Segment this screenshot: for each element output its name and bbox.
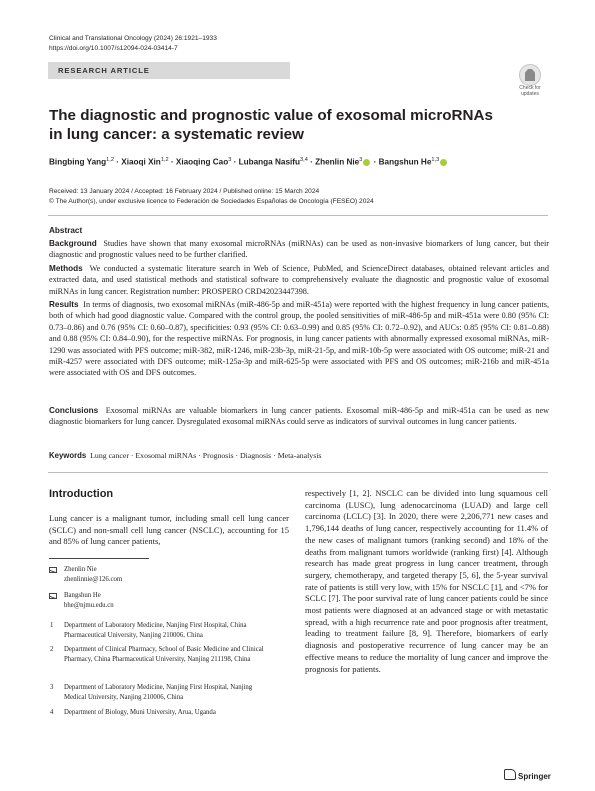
publication-history bbox=[49, 187, 374, 206]
envelope-icon bbox=[49, 593, 57, 599]
orcid-icon[interactable] bbox=[440, 159, 447, 166]
copyright-line: © The Author(s), under exclusive licence to Federación de Sociedades Españolas de Oncología (FESEO) 2024 bbox=[49, 197, 374, 205]
author-name[interactable]: Bangshun He bbox=[378, 157, 432, 167]
author-affiliation: 1,3 bbox=[431, 157, 440, 163]
author-affiliation: 3 bbox=[359, 157, 363, 163]
abstract-bottom-rule bbox=[48, 472, 548, 473]
author-name[interactable]: Xiaoqing Cao bbox=[175, 157, 229, 167]
affiliation-number: 4 bbox=[50, 709, 54, 716]
abstract-background bbox=[49, 238, 549, 261]
affiliation-text: Department of Laboratory Medicine, Nanjing First Hospital, Nanjing Medical University, Nanjing 210006, China bbox=[64, 684, 253, 701]
correspondence-name: Bangshun He bbox=[64, 592, 101, 599]
affiliation-text: Department of Biology, Muni University, Arua, Uganda bbox=[64, 709, 216, 716]
affiliation-text: Department of Laboratory Medicine, Nanjing First Hospital, China Pharmaceutical University, Nanjing 210006, China bbox=[64, 622, 247, 639]
author-name[interactable]: Xiaoqi Xin bbox=[121, 157, 161, 167]
abstract-methods bbox=[49, 263, 549, 297]
journal-citation: Clinical and Translational Oncology (2024) 26:1921–1933 bbox=[49, 35, 217, 42]
correspondence-email[interactable]: zhenlinnie@126.com bbox=[64, 575, 123, 583]
affiliation-1 bbox=[50, 621, 274, 640]
abstract-results bbox=[49, 299, 549, 379]
results-label: Results bbox=[49, 300, 79, 309]
abstract-top-rule bbox=[48, 215, 548, 216]
author-affiliation: 1,2 bbox=[106, 157, 114, 163]
doi-link[interactable]: https://doi.org/10.1007/s12094-024-03414-7 bbox=[49, 44, 178, 52]
check-updates-badge-icon bbox=[519, 64, 541, 86]
author-name[interactable]: Lubanga Nasifu bbox=[238, 157, 301, 167]
footnote-rule bbox=[49, 558, 149, 559]
orcid-icon[interactable] bbox=[363, 159, 370, 166]
affiliation-2 bbox=[50, 645, 274, 664]
envelope-icon bbox=[49, 567, 57, 573]
check-for-updates-icon[interactable] bbox=[514, 64, 546, 100]
abstract-conclusions bbox=[49, 405, 549, 428]
article-type-label: RESEARCH ARTICLE bbox=[58, 66, 150, 75]
keywords-label: Keywords bbox=[49, 451, 87, 460]
journal-header bbox=[49, 34, 217, 53]
author-name[interactable]: Bingbing Yang bbox=[49, 157, 107, 167]
keywords-line bbox=[49, 451, 549, 460]
springer-horse-icon bbox=[504, 769, 516, 780]
author-list: Bingbing Yang$^{1,2}$ · Xiaoqi Xin$^{1,2}$ · Xiaoqing Cao$^3$ · Lubanga Nasifu$^{3,4}$ · Zhenlin Nie$^3$ · Bangshun He$^{1,3}$ bbox=[49, 157, 549, 167]
methods-label: Methods bbox=[49, 264, 83, 273]
publisher-name: Springer bbox=[518, 772, 551, 781]
intro-left-paragraph: Lung cancer is a malignant tumor, including small cell lung cancer (SCLC) and non-small cell lung cancer (NSCLC), accounting for 15 and 85% of lung cancer patients, bbox=[49, 513, 289, 547]
publisher-logo bbox=[504, 769, 551, 781]
affiliation-number: 3 bbox=[50, 684, 54, 691]
conclusions-label: Conclusions bbox=[49, 406, 99, 415]
section-heading-introduction: Introduction bbox=[49, 488, 114, 500]
paper-title: The diagnostic and prognostic value of exosomal microRNAs in lung cancer: a systematic review bbox=[49, 107, 493, 143]
correspondence-1 bbox=[64, 565, 274, 584]
results-text: In terms of diagnosis, two exosomal miRNAs (miR-486-5p and miR-451a) were reported with the highest frequency in lung cancer patients, both of which had good diagnostic value. Compared with the control group, the pooled sensitivities of miR-486-5p and miR-451a were 0.80 (95% CI: 0.73–0.86) and 0.76 (95% CI: 0.60–0.87), specificities: 0.93 (95% CI: 0.63–0.99) and 0.85 (95% CI: 0.72–0.92), and AUCs: 0.85 (95% CI: 0.81–0.88) and 0.88 (95% CI: 0.84–0.90), for the respective miRNAs. For prognosis, in lung cancer patients with abnormally expressed exosomal miRNAs, miR-1290 was associated with PFS outcome; miR-382, miR-1246, miR-23b-3p, miR-21-5p, and miR-10b-5p were associated with OS outcome; miR-21 and miR-4257 were associated with DFS outcome; miR-125a-3p and miR-625-5p were associated with PFS and OS outcomes; miR-216b and miR-451a were associated with OS and DFS outcomes. bbox=[49, 300, 549, 378]
affiliation-number: 1 bbox=[50, 622, 54, 629]
author-affiliation: 1,2 bbox=[160, 157, 169, 163]
author-affiliation: 3 bbox=[228, 157, 232, 163]
background-label: Background bbox=[49, 239, 97, 248]
author-name[interactable]: Zhenlin Nie bbox=[315, 157, 360, 167]
dates-line: Received: 13 January 2024 / Accepted: 16 February 2024 / Published online: 15 March 2024 bbox=[49, 188, 320, 195]
background-text: Studies have shown that many exosomal microRNAs (miRNAs) can be used as non-invasive biomarkers of lung cancer, but their diagnostic and prognostic values need to be further clarified. bbox=[49, 239, 549, 260]
keywords-text: Lung cancer · Exosomal miRNAs · Prognosis · Diagnosis · Meta-analysis bbox=[90, 451, 322, 460]
correspondence-name: Zhenlin Nie bbox=[64, 566, 97, 573]
author-affiliation: 3,4 bbox=[300, 157, 308, 163]
correspondence-2 bbox=[64, 591, 274, 610]
check-updates-label: Check for updates bbox=[519, 85, 541, 97]
article-type-banner bbox=[48, 62, 290, 79]
affiliation-text: Department of Clinical Pharmacy, School of Basic Medicine and Clinical Pharmacy, China Pharmaceutical University, Nanjing 211198, China bbox=[64, 646, 264, 663]
abstract-heading: Abstract bbox=[49, 226, 83, 235]
affiliation-4 bbox=[50, 708, 274, 718]
correspondence-email[interactable]: bhe@njmu.edu.cn bbox=[64, 601, 114, 609]
intro-right-paragraph: respectively [1, 2]. NSCLC can be divided into lung squamous cell carcinoma (LUSC), lung adenocarcinoma (LUAD) and large cell carcinoma (LCLC) [3]. In 2020, there were 2,206,771 new cases and 1,796,144 deaths of lung cancer, respectively accounting for 11.4% of the new cases of malignant tumors (ranking second) and 18% of the deaths from malignant tumors worldwide (ranking first) [4]. Although research has made great progress in lung cancer treatment, through surgery, chemotherapy, and targeted therapy [5, 6], the 5-year survival rate of patients is still very low, with 15% for NSCLC [1], and <7% for SCLC [7]. The poor survival rate of lung cancer patients could be since most patients were diagnosed at an advanced stage or with metastatic spread, with a high recurrence rate and poor prognosis after treatment, leading to treatment failure [8, 9]. Therefore, biomarkers of early diagnosis and postoperative recurrence of lung cancer may be an effective means to reduce the mortality of lung cancer and improve the prognosis for patients. bbox=[305, 488, 548, 674]
affiliation-3 bbox=[50, 683, 274, 702]
methods-text: We conducted a systematic literature search in Web of Science, PubMed, and ScienceDirect databases, obtained relevant articles and extracted data, and used statistical methods and statistical software to comprehensively evaluate the diagnostic and prognostic value of exosomal miRNAs in lung cancer. Registration number: PROSPERO CRD42023447398. bbox=[49, 264, 549, 296]
conclusions-text: Exosomal miRNAs are valuable biomarkers in lung cancer patients. Exosomal miR-486-5p and miR-451a can be used as new diagnostic biomarkers for lung cancer. Dysregulated exosomal miRNAs could serve as indicators of survival outcomes in lung cancer patients. bbox=[49, 406, 549, 427]
affiliation-number: 2 bbox=[50, 646, 54, 653]
